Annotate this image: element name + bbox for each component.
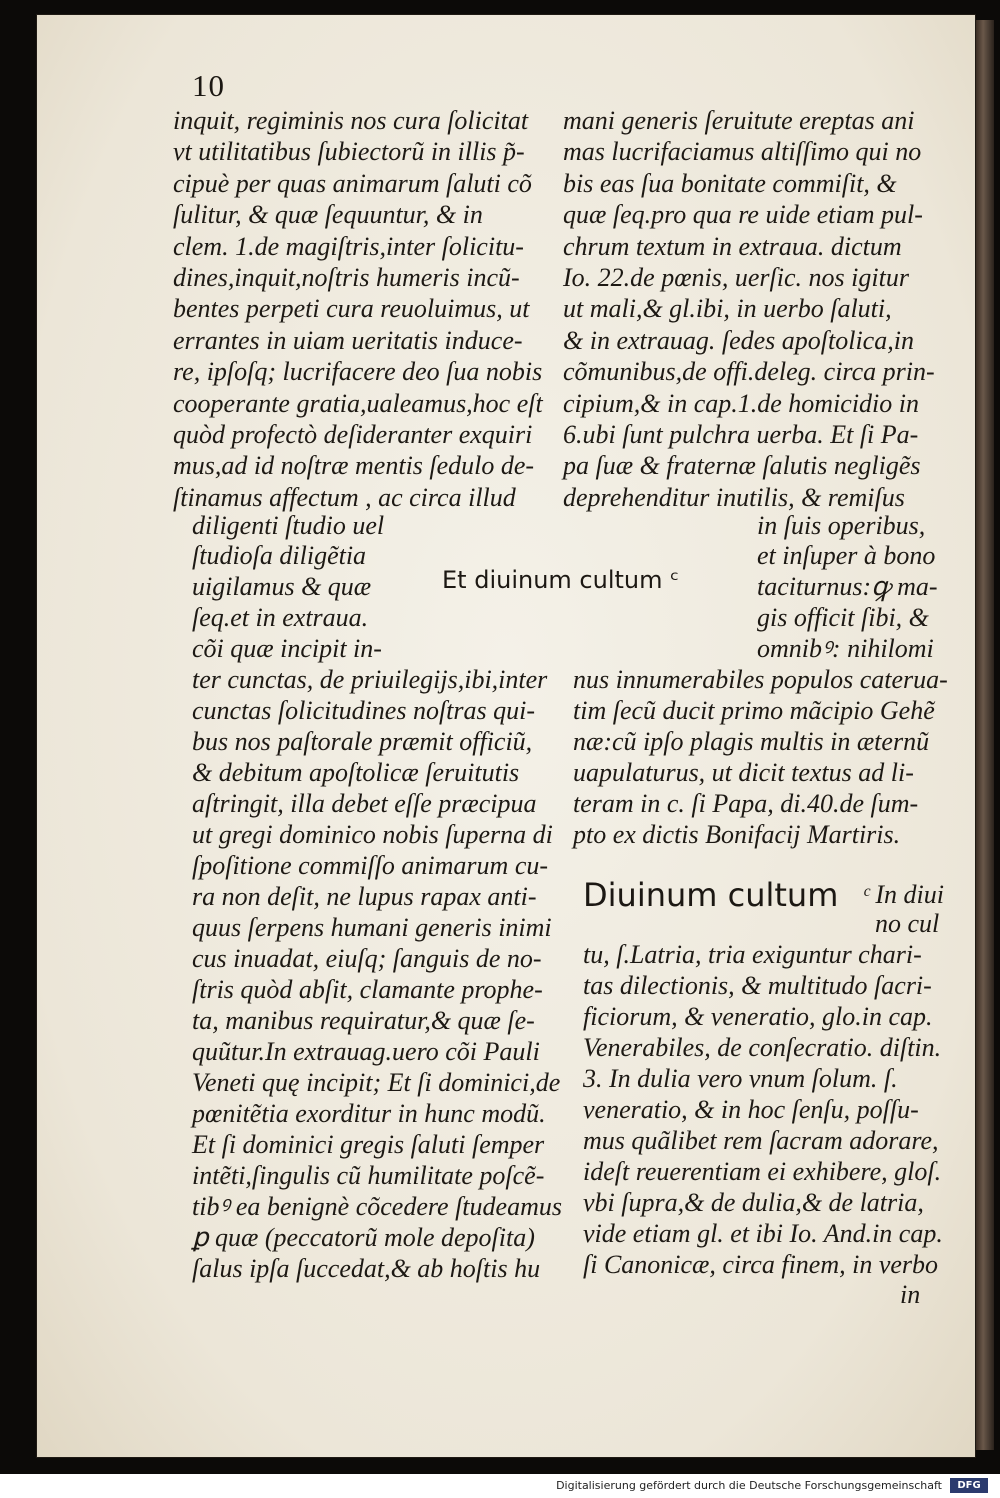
text-line: tibꝰ ea benignè cõcedere ſtudeamus [192, 1192, 562, 1221]
text-line: tas dilectionis, & multitudo ſacri- [583, 971, 932, 1000]
text-line: deprehenditur inutilis, & remiſus [563, 483, 905, 512]
text-line: mas lucrifaciamus altiſſimo qui no [563, 137, 922, 166]
text-line: ſi Canonicæ, circa finem, in verbo [583, 1250, 939, 1279]
text-line: vbi ſupra,& de dulia,& de latria, [583, 1188, 924, 1217]
text-line: bentes perpeti cura reuoluimus, ut [173, 294, 530, 323]
text-line: quus ſerpens humani generis inimi [192, 913, 552, 942]
footer-bar [0, 1474, 1000, 1498]
book-edge [976, 20, 994, 1450]
text-line: tim ſecũ ducit primo mãcipio Gehẽ [573, 696, 935, 725]
text-line: cooperante gratia,ualeamus,hoc eſt [173, 389, 543, 418]
text-line: et inſuper à bono [757, 541, 936, 570]
text-line: in [900, 1280, 921, 1309]
text-line: cõmunibus,de offi.deleg. circa prin- [563, 357, 935, 386]
text-line: 3. In dulia vero vnum ſolum. ſ. [583, 1064, 898, 1093]
text-line: cipuè per quas animarum ſaluti cõ [173, 169, 532, 198]
text-line: quæ ſeq.pro qua re uide etiam pul- [563, 200, 923, 229]
text-line: inquit, regiminis nos cura ſolicitat [173, 106, 529, 135]
section-heading-diuinum-cultum: Diuinum cultum [583, 876, 839, 914]
text-line: ſulitur, & quæ ſequuntur, & in [173, 200, 483, 229]
text-line: in ſuis operibus, [757, 511, 926, 540]
marginal-heading-diuinum-cultum: Et diuinum cultum ᶜ [442, 566, 679, 594]
text-line: mus,ad id noſtræ mentis ſedulo de- [173, 451, 535, 480]
text-line: ut mali,& gl.ibi, in uerbo ſaluti, [563, 294, 892, 323]
footer-credit: Digitalisierung gefördert durch die Deutsche Forschungsgemeinschaft [556, 1479, 942, 1492]
text-line: ta, manibus requiratur,& quæ ſe- [192, 1006, 535, 1035]
text-line: ꝑ quæ (peccatorũ mole depoſita) [192, 1223, 535, 1252]
text-line: bis eas ſua bonitate commiſit, & [563, 169, 897, 198]
text-line: pœnitẽtia exorditur in hunc modũ. [192, 1099, 546, 1128]
text-line: vide etiam gl. et ibi Io. And.in cap. [583, 1219, 943, 1248]
text-line: gis officit ſibi, & [757, 603, 929, 632]
text-line: ᶜ In diui [862, 880, 944, 909]
text-line: ſtudioſa diligẽtia [192, 541, 367, 570]
text-line: pto ex dictis Bonifacij Martiris. [573, 820, 901, 849]
text-line: mani generis ſeruitute ereptas ani [563, 106, 915, 135]
text-line: ſtinamus affectum , ac circa illud [173, 483, 516, 512]
text-line: nus innumerabiles populos caterua- [573, 665, 948, 694]
text-line: mus quãlibet rem ſacram adorare, [583, 1126, 939, 1155]
text-line: ra non deſit, ne lupus rapax anti- [192, 882, 537, 911]
text-line: & in extrauag. ſedes apoſtolica,in [563, 326, 914, 355]
text-line: cunctas ſolicitudines noſtras qui- [192, 696, 536, 725]
text-line: teram in c. ſi Papa, di.40.de ſum- [573, 789, 919, 818]
text-line: re, ipſoſq; lucrifacere deo ſua nobis [173, 357, 543, 386]
text-line: veneratio, & in hoc ſenſu, poſſu- [583, 1095, 919, 1124]
text-line: cipium,& in cap.1.de homicidio in [563, 389, 920, 418]
text-line: taciturnus:ꝙ ma- [757, 572, 938, 601]
text-line: Venerabiles, de conſecratio. diſtin. [583, 1033, 942, 1062]
text-line: ſpoſitione commiſſo animarum cu- [192, 851, 549, 880]
text-line: pa ſuæ & fraternæ ſalutis negligẽs [563, 451, 921, 480]
text-line: vt utilitatibus ſubiectorũ in illis p̃- [173, 137, 525, 166]
text-line: errantes in uiam ueritatis induce- [173, 326, 523, 355]
text-line: Io. 22.de pœnis, uerſic. nos igitur [563, 263, 909, 292]
text-line: intẽti,ſingulis cũ humilitate poſcẽ- [192, 1161, 545, 1190]
text-line: cus inuadat, eiuſq; ſanguis de no- [192, 944, 542, 973]
text-line: dines,inquit,noſtris humeris incũ- [173, 263, 520, 292]
text-line: uigilamus & quæ [192, 572, 372, 601]
text-line: omnibꝰ: nihilomi [757, 634, 934, 663]
text-line: clem. 1.de magiſtris,inter ſolicitu- [173, 232, 524, 261]
dfg-logo-icon: DFG [950, 1478, 988, 1493]
text-line: bus nos paſtorale præmit officiũ, [192, 727, 533, 756]
text-line: ut gregi dominico nobis ſuperna di [192, 820, 553, 849]
text-line: ideſt reuerentiam ei exhibere, gloſ. [583, 1157, 942, 1186]
text-line: ſeq.et in extraua. [192, 603, 369, 632]
text-line: & debitum apoſtolicæ ſeruitutis [192, 758, 520, 787]
text-line: Veneti quę incipit; Et ſi dominici,de [192, 1068, 561, 1097]
text-line: tu, ſ.Latria, tria exiguntur chari- [583, 940, 922, 969]
text-line: ſtris quòd abſit, clamante prophe- [192, 975, 543, 1004]
text-line: aſtringit, illa debet eſſe præcipua [192, 789, 537, 818]
text-line: Et ſi dominici gregis ſaluti ſemper [192, 1130, 545, 1159]
text-line: quòd profectò deſideranter exquiri [173, 420, 533, 449]
text-line: diligenti ſtudio uel [192, 511, 385, 540]
text-line: cõi quæ incipit in- [192, 634, 382, 663]
text-line: ſalus ipſa ſuccedat,& ab hoſtis hu [192, 1254, 541, 1283]
text-line: ter cunctas, de priuilegijs,ibi,inter [192, 665, 548, 694]
text-line: 6.ubi ſunt pulchra uerba. Et ſi Pa- [563, 420, 919, 449]
page-number: 10 [192, 68, 225, 103]
text-line: no cul [875, 909, 940, 938]
text-line: ficiorum, & veneratio, glo.in cap. [583, 1002, 933, 1031]
text-line: quũtur.In extrauag.uero cõi Pauli [192, 1037, 540, 1066]
text-line: chrum textum in extraua. dictum [563, 232, 902, 261]
text-line: uapulaturus, ut dicit textus ad li- [573, 758, 914, 787]
text-line: næ:cũ ipſo plagis multis in æternũ [573, 727, 930, 756]
